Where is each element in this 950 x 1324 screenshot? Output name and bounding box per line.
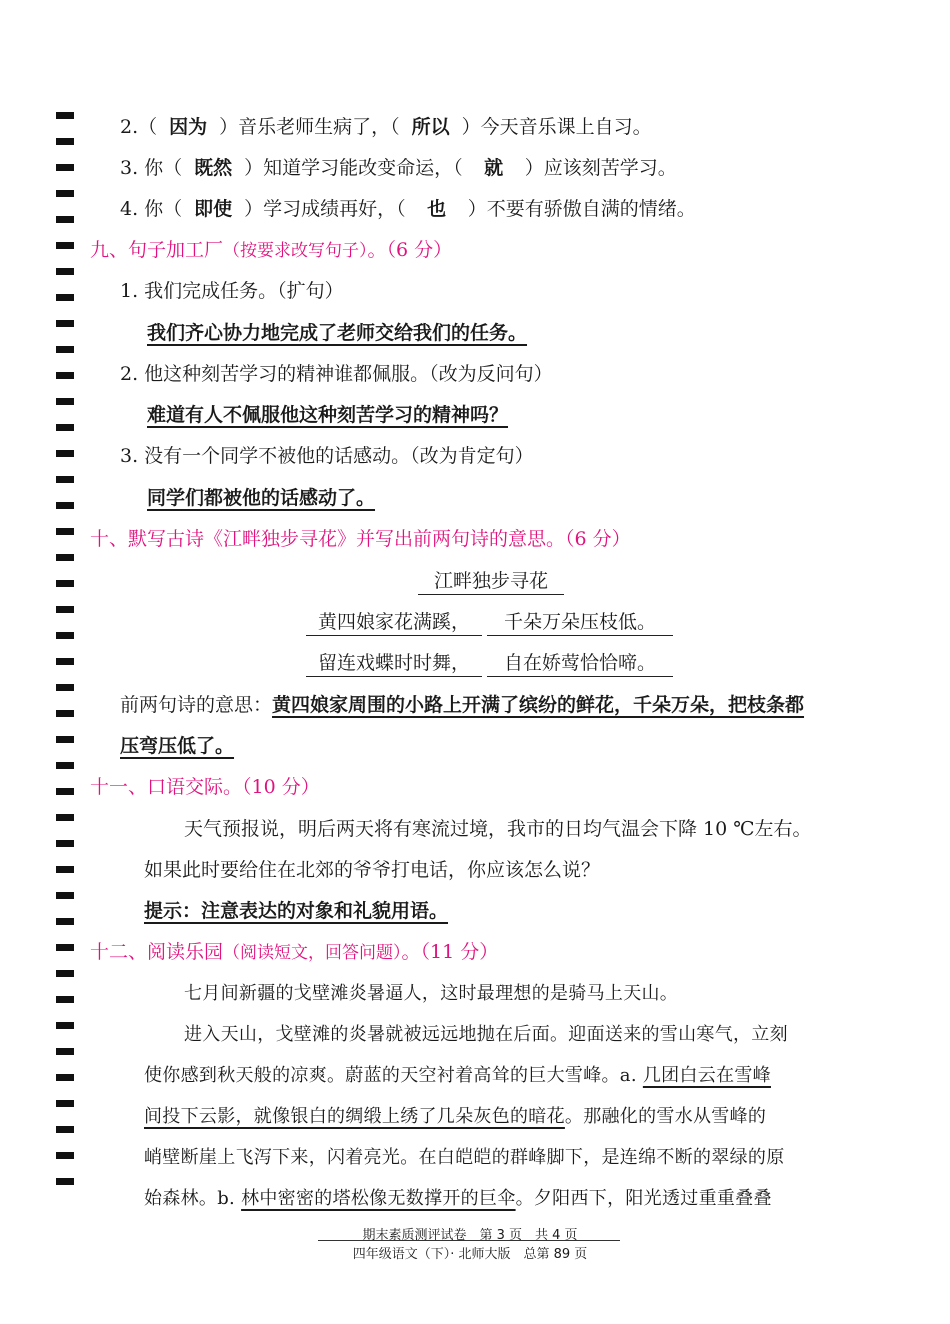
dash [56,372,74,379]
reading-paragraph-2-line-4: 峭壁断崖上飞泻下来，闪着亮光。在白皑皑的群峰脚下，是连绵不断的翠绿的原 [144,1147,785,1168]
q11-score: （10 分） [242,776,320,798]
dash [56,138,74,145]
q11-prompt-line-2: 如果此时要给住在北郊的爷爷打电话，你应该怎么说？ [144,859,601,881]
dash [56,918,74,925]
reading-text: 使你感到秋天般的凉爽。蔚蓝的天空衬着高耸的巨大雪峰。a. [144,1065,643,1086]
q10-heading [90,526,631,552]
reading-paragraph-2-line-5 [144,1186,772,1212]
q11-prompt-line-1: 天气预报说，明后两天将有寒流过境，我市的日均气温会下降 10 ℃左右。 [184,818,812,840]
dash [56,1048,74,1055]
q8-item-3 [120,155,677,181]
q9-score: 。（6 分） [367,239,453,261]
q8-answer-blank: 就 [484,157,504,179]
dash [56,580,74,587]
poem-line-1a: 黄四娘家花满蹊， [306,609,482,636]
meaning-answer: 黄四娘家周围的小路上开满了缤纷的鲜花，千朵万朵，把枝条都 [272,694,805,716]
q8-answer-blank: 即使 [194,198,233,220]
reading-paragraph-2-line-2 [144,1063,771,1089]
dash [56,710,74,717]
dash [56,1152,74,1159]
footer-divider [318,1240,620,1241]
dash [56,658,74,665]
reading-paragraph-2-line-3 [144,1104,766,1130]
dash [56,814,74,821]
dash [56,1126,74,1133]
q8-answer-blank: 也 [427,198,447,220]
dash [56,424,74,431]
dash [56,164,74,171]
dash [56,736,74,743]
q9-heading-title: 九、句子加工厂 [90,239,224,261]
q12-heading-title: 十二、阅读乐园 [90,941,224,963]
dash [56,268,74,275]
q8-item-text: ）不要有骄傲自满的情绪。 [467,198,696,220]
q8-item-text: ）应该刻苦学习。 [524,157,677,179]
dash [56,684,74,691]
q8-answer-blank: 既然 [194,157,233,179]
q8-item-text: ）学习成绩再好，（ [244,198,406,220]
dash [56,216,74,223]
dash [56,346,74,353]
dash [56,632,74,639]
dash [56,606,74,613]
dash [56,554,74,561]
q10-score: （6 分） [565,528,631,550]
q12-heading-note: （阅读短文，回答问题） [223,943,402,963]
reading-underlined-b: 林中密密的塔松像无数撑开的巨伞 [241,1188,516,1209]
q8-item-2 [120,114,652,140]
q8-item-text: ）今天音乐课上自习。 [461,116,652,138]
q12-score: 。（11 分） [401,941,499,963]
dash [56,866,74,873]
dash [56,112,74,119]
dash [56,190,74,197]
reading-underlined-a: 几团白云在雪峰 [642,1065,771,1086]
q9-question-1: 1. 我们完成任务。（扩句） [120,280,344,302]
dash [56,242,74,249]
dash [56,1100,74,1107]
dash [56,1074,74,1081]
dash [56,502,74,509]
q9-heading-note: （按要求改写句子） [223,241,368,261]
dash [56,944,74,951]
reading-text: 。那融化的雪水从雪峰的 [564,1106,767,1127]
poem-line-2b: 自在娇莺恰恰啼。 [487,650,673,677]
poem-line-2a: 留连戏蝶时时舞， [306,650,482,677]
poem-title: 江畔独步寻花 [418,568,564,595]
reading-underlined-a-continued: 间投下云影，就像银白的绸缎上绣了几朵灰色的暗花 [144,1106,565,1127]
footer-page-info: 期末素质测评试卷 第 3 页 共 4 页 [362,1228,578,1243]
q9-question-3: 3. 没有一个同学不被他的话感动。（改为肯定句） [120,445,534,467]
q11-heading-title: 十一、口语交际。 [90,776,243,798]
meaning-label: 前两句诗的意思： [120,694,273,716]
dash [56,1178,74,1185]
q9-heading [90,237,452,264]
dash [56,892,74,899]
q8-item-text: ）音乐老师生病了，（ [219,116,400,138]
q10-meaning-line-1 [120,692,804,718]
q8-answer-blank: 所以 [411,116,450,138]
q8-answer-blank: 因为 [169,116,208,138]
reading-paragraph-1: 七月间新疆的戈壁滩炎暑逼人，这时最理想的是骑马上天山。 [184,983,679,1004]
reading-text: 。夕阳西下，阳光透过重重叠叠 [515,1188,772,1209]
reading-text: 始森林。b. [144,1188,242,1209]
dash [56,398,74,405]
dash [56,320,74,327]
binding-margin-dashes [56,112,74,1204]
dash [56,840,74,847]
q12-heading [90,939,498,966]
q9-question-2: 2. 他这种刻苦学习的精神谁都佩服。（改为反问句） [120,363,553,385]
dash [56,762,74,769]
q8-item-text: 4. 你（ [120,198,183,220]
q11-hint-answer: 提示：注意表达的对象和礼貌用语。 [144,900,449,922]
poem-line-1b: 千朵万朵压枝低。 [487,609,673,636]
q10-heading-title: 十、默写古诗《江畔独步寻花》并写出前两句诗的意思。 [90,528,566,550]
dash [56,450,74,457]
dash [56,528,74,535]
dash [56,294,74,301]
dash [56,996,74,1003]
q9-answer-3: 同学们都被他的话感动了。 [147,487,376,509]
q9-answer-2: 难道有人不佩服他这种刻苦学习的精神吗？ [147,404,509,426]
q8-item-text: 3. 你（ [120,157,183,179]
q8-item-text: 2.（ [120,116,158,138]
meaning-answer-continued: 压弯压低了。 [120,735,235,757]
dash [56,970,74,977]
q11-heading [90,774,320,800]
dash [56,788,74,795]
dash [56,1022,74,1029]
q9-answer-1: 我们齐心协力地完成了老师交给我们的任务。 [147,322,528,344]
dash [56,476,74,483]
q8-item-text: ）知道学习能改变命运，（ [244,157,463,179]
reading-paragraph-2-line-1: 进入天山，戈壁滩的炎暑就被远远地抛在后面。迎面送来的雪山寒气，立刻 [184,1024,788,1045]
q8-item-4 [120,196,696,222]
footer-book-info: 四年级语文（下）· 北师大版 总第 89 页 [352,1247,588,1262]
